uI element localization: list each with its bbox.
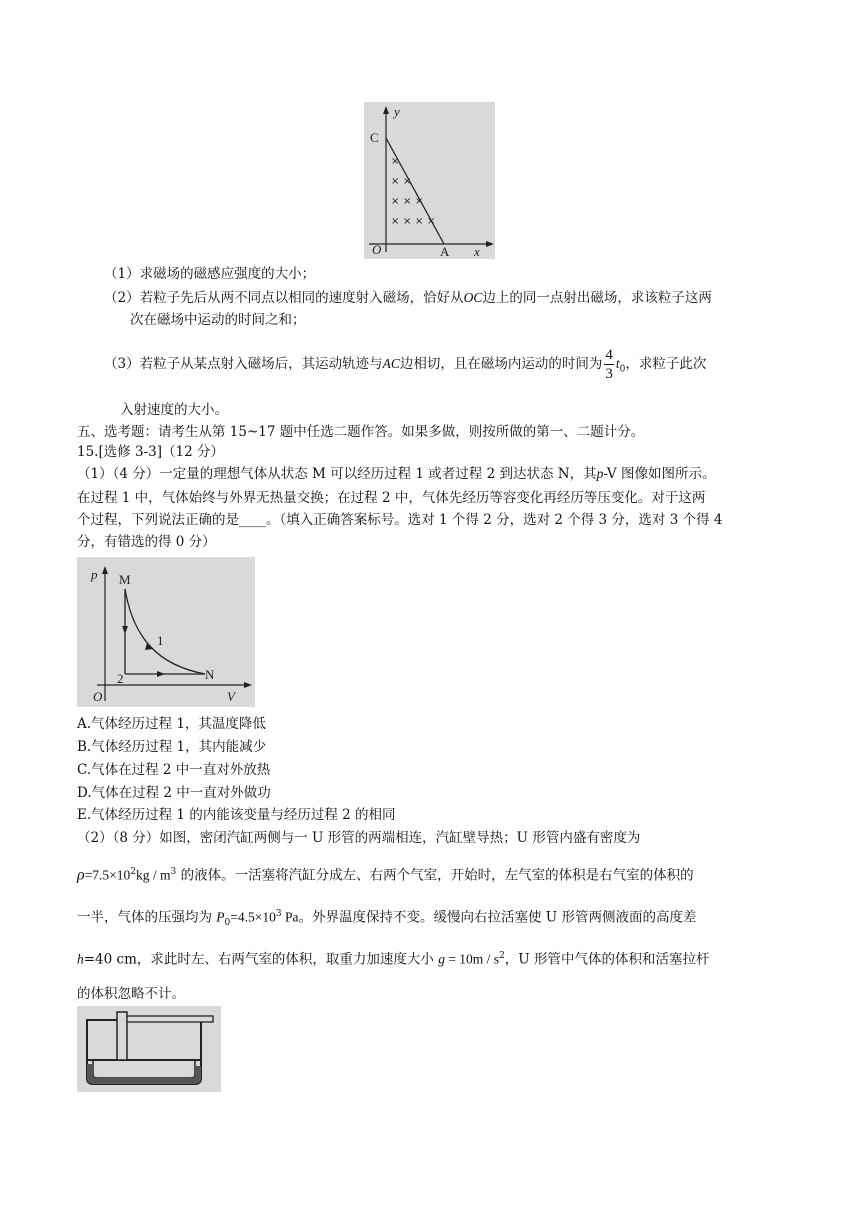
label-x: x: [474, 244, 480, 259]
q15-2-line2: $\rho=7.5\times 10^2kg / m^3$ 的液体。一活塞将汽缸分成左、右两个气室，开始时，左气室的体积是右气室的体积的: [77, 866, 694, 884]
label-2: 2: [117, 671, 124, 686]
label-a: A: [440, 244, 450, 259]
option-b: B.气体经历过程 1，其内能减少: [77, 739, 267, 755]
q15-1-line3: 个过程，下列说法正确的是____。（填入正确答案标号。选对 1 个得 2 分，选对 2 个得 3 分，选对 3 个得 4: [77, 512, 723, 528]
q14-part2-a: （2）若粒子先后从两不同点以相同的速度射入磁场，恰好从: [104, 290, 464, 306]
label-y: y: [394, 104, 400, 119]
option-a: A.气体经历过程 1，其温度降低: [77, 716, 266, 732]
cylinder-u-tube-figure: [77, 1006, 221, 1092]
svg-text:×: ×: [415, 196, 424, 207]
q15-2-line4: h=40 cm，求此时左、右两气室的体积，取重力加速度大小 $g = 10m / s^2$，U 形管中气体的体积和活塞拉杆: [77, 951, 710, 968]
q15-1-line1: （1）（4 分）一定量的理想气体从状态 M 可以经历过程 1 或者过程 2 到达状态 N，其p-V 图像如图所示。: [77, 466, 716, 482]
pv-diagram-figure: [77, 557, 255, 707]
svg-text:×: ×: [391, 156, 400, 167]
label-1: 1: [157, 633, 164, 648]
q14-part3-a: （3）若粒子从某点射入磁场后，其运动轨迹与: [104, 356, 383, 372]
label-p: p: [91, 567, 98, 582]
t0-symbol: t: [615, 356, 620, 371]
q15-1-line4: 分，有错选的得 0 分）: [77, 534, 216, 550]
section-five-heading: 五、选考题：请考生从第 15~17 题中任选二题作答。如果多做，则按所做的第一、二题计分。: [77, 424, 645, 440]
q14-part2-oc: OC: [463, 290, 483, 305]
svg-text:×: ×: [403, 216, 412, 227]
q14-part1: （1）求磁场的磁感应强度的大小；: [104, 266, 316, 282]
q14-part2-b: 边上的同一点射出磁场，求该粒子这两: [482, 290, 712, 306]
svg-text:×: ×: [391, 196, 400, 207]
svg-text:×: ×: [415, 216, 424, 227]
label-o: O: [372, 242, 382, 257]
q15-2-line1: （2）（8 分）如图，密闭汽缸两侧与一 U 形管的两端相连，汽缸壁导热；U 形管内盛有密度为: [77, 830, 641, 846]
svg-text:×: ×: [391, 216, 400, 227]
q15-title: 15.[选修 3-3]（12 分）: [77, 444, 225, 460]
option-e: E.气体经历过程 1 的内能该变量与经历过程 2 的相同: [77, 807, 396, 823]
fraction-four-thirds: $\frac{4}{3}$: [605, 347, 613, 382]
svg-text:×: ×: [427, 216, 436, 227]
magnetic-field-figure: [364, 102, 495, 259]
label-m: M: [119, 572, 131, 587]
label-v: V: [227, 689, 235, 704]
label-n: N: [205, 667, 215, 682]
q14-part2: [104, 288, 712, 308]
option-c: C.气体在过程 2 中一直对外放热: [77, 762, 271, 778]
label-o2: O: [93, 689, 103, 704]
field-crosses: [391, 156, 435, 227]
q14-part3-c: ，求粒子此次: [625, 356, 707, 372]
q15-2-line3: 一半，气体的压强均为 $P_0=4.5\times 10^3$ Pa。外界温度保持不变。缓慢向右拉活塞使 U 形管两侧液面的高度差: [77, 909, 697, 929]
q15-1-line2: 在过程 1 中，气体始终与外界无热量交换；在过程 2 中，气体先经历等容变化再经历等压变化。对于这两: [77, 490, 706, 506]
label-c: C: [370, 130, 379, 145]
q14-part2-cont: 次在磁场中运动的时间之和；: [130, 312, 306, 328]
svg-text:×: ×: [403, 176, 412, 187]
q14-part3-b: 边相切，且在磁场内运动的时间为: [399, 356, 603, 372]
q14-part3-ac: AC: [382, 356, 400, 371]
q14-part3: （3）若粒子从某点射入磁场后，其运动轨迹与AC边相切，且在磁场内运动的时间为 $\frac{4}{3}$ $t_0$，求粒子此次: [104, 347, 707, 382]
option-d: D.气体在过程 2 中一直对外做功: [77, 785, 271, 801]
svg-text:×: ×: [403, 196, 412, 207]
q14-part3-cont: 入射速度的大小。: [120, 402, 228, 418]
svg-text:×: ×: [391, 176, 400, 187]
q15-2-line5: 的体积忽略不计。: [77, 986, 185, 1002]
